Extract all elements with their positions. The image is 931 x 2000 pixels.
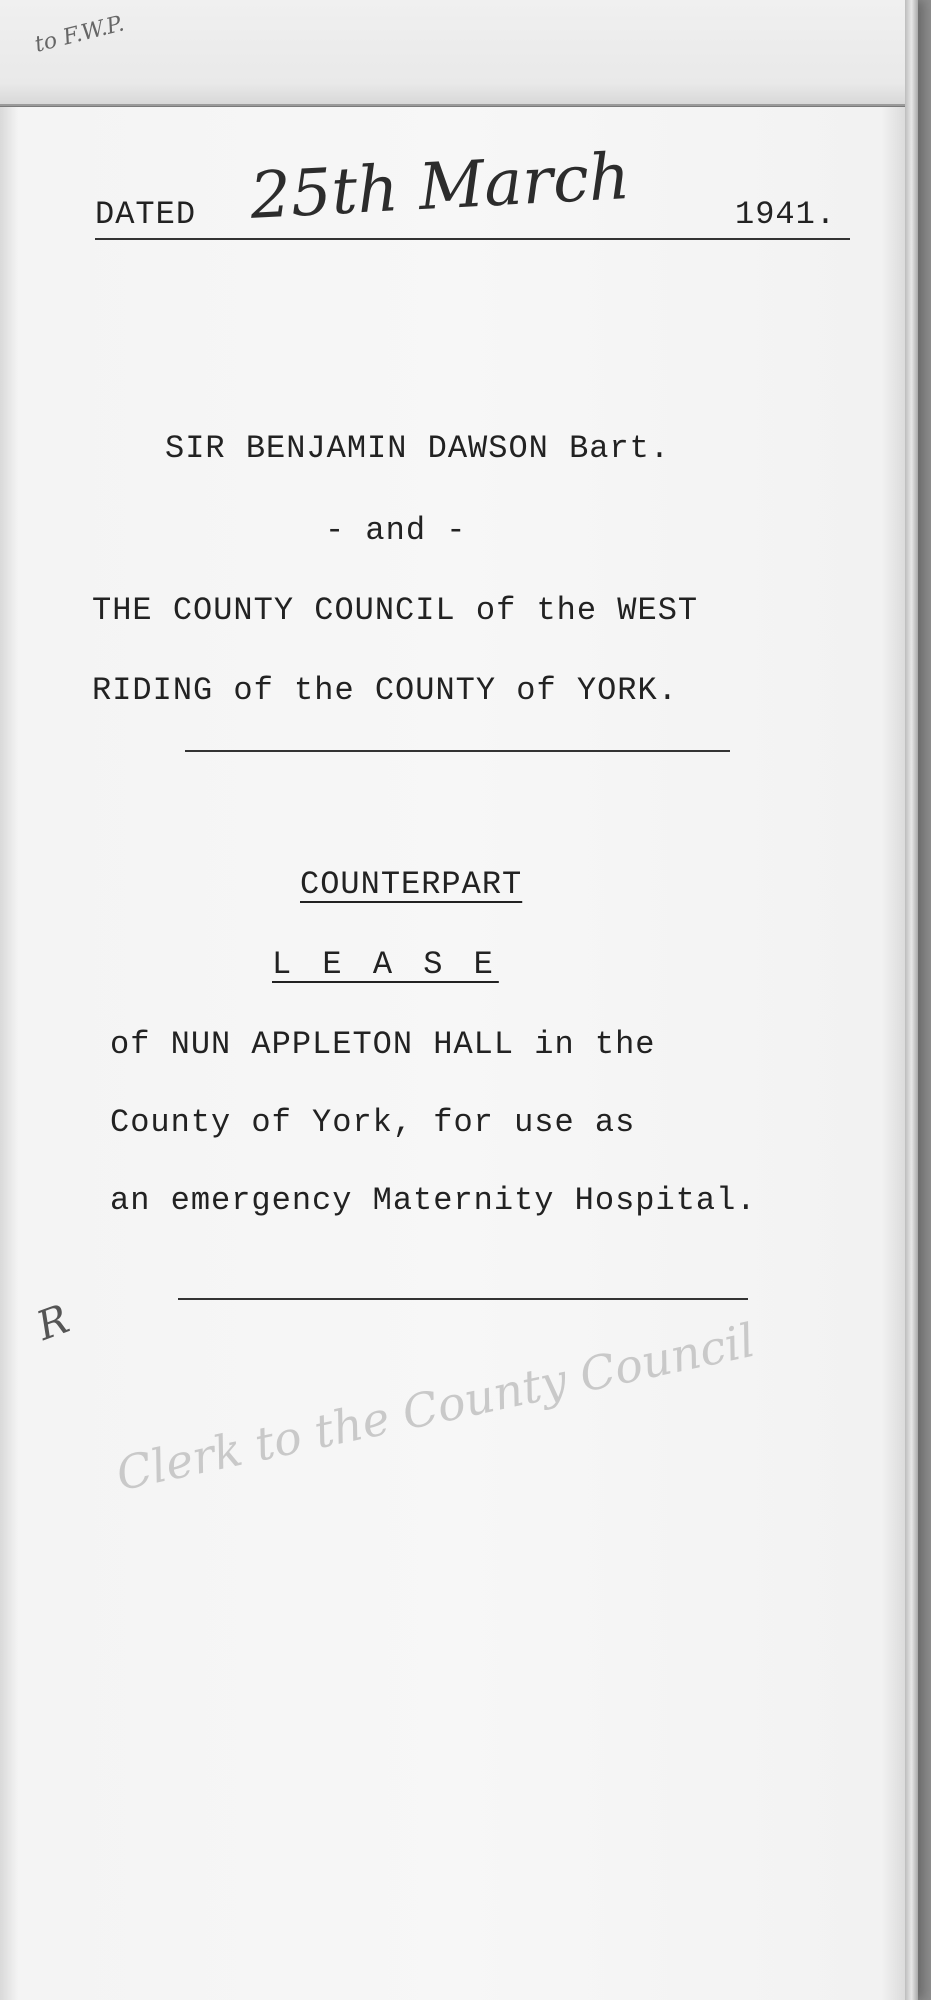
- dated-label: DATED: [95, 196, 197, 233]
- party-one: SIR BENJAMIN DAWSON Bart.: [165, 430, 671, 467]
- lease-heading: L E A S E: [272, 946, 499, 983]
- party-two-line-1: THE COUNTY COUNCIL of the WEST: [92, 592, 699, 629]
- counterpart-heading: COUNTERPART: [300, 866, 523, 903]
- corner-handwritten-note: to F.W.P.: [32, 11, 127, 58]
- description-line-2: County of York, for use as: [110, 1104, 636, 1141]
- folded-top-flap: [0, 0, 918, 107]
- dated-year: 1941.: [735, 196, 837, 233]
- dated-underline: [95, 238, 850, 240]
- margin-initials: R: [31, 1296, 76, 1350]
- fold-crease: [0, 104, 918, 106]
- description-divider: [178, 1298, 748, 1300]
- party-connector: - and -: [325, 512, 467, 549]
- faded-pencil-annotation: Clerk to the County Council: [111, 1312, 760, 1502]
- handwritten-date: 25th March: [248, 140, 632, 234]
- parties-divider: [185, 750, 730, 752]
- description-line-1: of NUN APPLETON HALL in the: [110, 1026, 656, 1063]
- description-line-3: an emergency Maternity Hospital.: [110, 1182, 757, 1219]
- sheet-right-edge: [905, 0, 918, 2000]
- party-two-line-2: RIDING of the COUNTY of YORK.: [92, 672, 678, 709]
